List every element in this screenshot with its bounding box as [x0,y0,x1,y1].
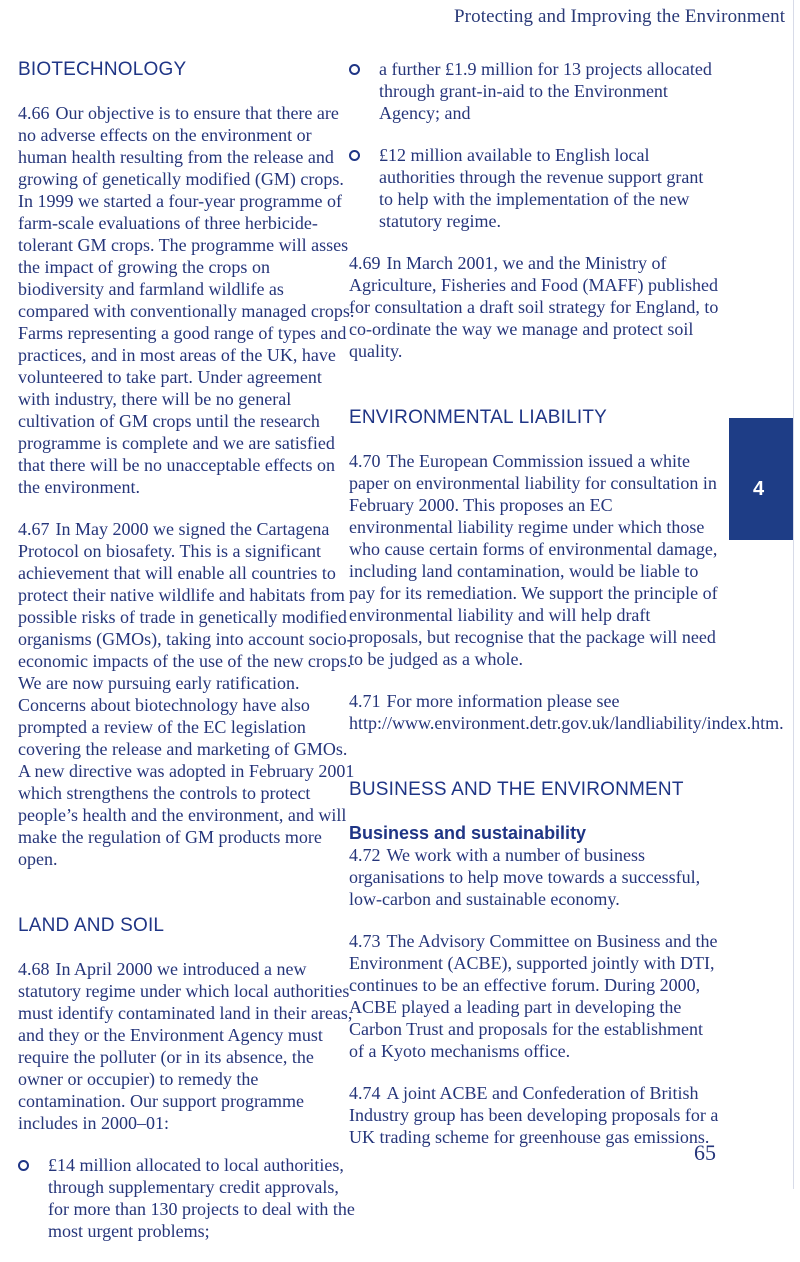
heading-land-and-soil: LAND AND SOIL [18,915,165,936]
paragraph-number: 4.69 [349,253,381,273]
paragraph-4-70 [349,450,719,670]
paragraph-number: 4.74 [349,1083,381,1103]
heading-biotechnology: BIOTECHNOLOGY [18,59,187,80]
paragraph-number: 4.72 [349,845,381,865]
paragraph-4-74 [349,1082,719,1148]
paragraph-4-66 [18,102,358,498]
support-programme-list [18,1154,358,1242]
bullet-icon [18,1160,29,1171]
margin-rule [793,0,794,1189]
list-item [349,144,719,232]
paragraph-number: 4.73 [349,931,381,951]
paragraph-text: We work with a number of business organisations to help move towards a successful, low-carbon and sustainable economy. [349,845,701,909]
bullet-icon [349,150,360,161]
paragraph-text: For more information please see http://www.environment.detr.gov.uk/landliability/index.htm. [349,691,784,733]
list-item [349,58,719,124]
paragraph-4-67 [18,518,358,870]
left-column [18,58,358,1262]
paragraph-number: 4.67 [18,519,50,539]
page-number: 65 [694,1140,716,1165]
subheading-business-sustainability: Business and sustainability [349,823,587,843]
paragraph-text: A joint ACBE and Confederation of British Industry group has been developing proposals for a UK trading scheme for greenhouse gas emissions. [349,1083,719,1147]
chapter-tab [729,418,793,540]
paragraph-4-68 [18,958,358,1134]
heading-business-and-environment: BUSINESS AND THE ENVIRONMENT [349,779,684,800]
paragraph-4-72 [349,844,719,910]
heading-environmental-liability: ENVIRONMENTAL LIABILITY [349,407,607,428]
paragraph-number: 4.68 [18,959,50,979]
paragraph-number: 4.66 [18,103,50,123]
list-item-text: £14 million allocated to local authorities, through supplementary credit approvals, for more than 130 projects to deal with the most urgent problems; [48,1155,355,1241]
running-header: Protecting and Improving the Environment [454,6,786,27]
paragraph-number: 4.71 [349,691,381,711]
chapter-number: 4 [753,478,765,500]
paragraph-4-73 [349,930,719,1062]
support-programme-list-continued [349,58,719,232]
paragraph-text: In May 2000 we signed the Cartagena Protocol on biosafety. This is a significant achievement that will enable all countries to protect their native wildlife and habitats from possible risks of trade in genetically modified organisms (GMOs), taking into account socio-economic impacts of the use of the new crops. We are now pursuing early ratification. Concerns about biotechnology have also prompted a review of the EC legislation covering the release and marketing of GMOs. A new directive was adopted in February 2001 which strengthens the controls to protect people’s health and the environment, and will make the regulation of GM products more open. [18,519,355,869]
paragraph-text: The European Commission issued a white paper on environmental liability for consultation in February 2000. This proposes an EC environmental liability regime under which those who cause certain forms of environmental damage, including land contamination, would be liable to pay for its remediation. We support the principle of environmental liability and will help draft proposals, but recognise that the package will need to be judged as a whole. [349,451,718,669]
list-item [18,1154,358,1242]
paragraph-text: In April 2000 we introduced a new statutory regime under which local authorities must identify contaminated land in their areas, and they or the Environment Agency must require the polluter (or in its absence, the owner or occupier) to remedy the contamination. Our support programme includes in 2000–01: [18,959,353,1133]
list-item-text: £12 million available to English local authorities through the revenue support grant to help with the implementation of the new statutory regime. [379,145,704,231]
paragraph-text: In March 2001, we and the Ministry of Agriculture, Fisheries and Food (MAFF) published for consultation a draft soil strategy for England, to co-ordinate the way we manage and protect soil quality. [349,253,719,361]
paragraph-text: Our objective is to ensure that there are no adverse effects on the environment or human health resulting from the release and growing of genetically modified (GM) crops. In 1999 we started a four-year programme of farm-scale evaluations of three herbicide-tolerant GM crops. The programme will asses the impact of growing the crops on biodiversity and farmland wildlife as compared with conventionally managed crops. Farms representing a good range of types and practices, and in most areas of the UK, have volunteered to take part. Under agreement with industry, there will be no general cultivation of GM crops until the research programme is complete and we are satisfied that there will be no unacceptable effects on the environment. [18,103,355,497]
paragraph-text: The Advisory Committee on Business and the Environment (ACBE), supported jointly with DTI, continues to be an effective forum. During 2000, ACBE played a leading part in developing the Carbon Trust and proposals for the establishment of a Kyoto mechanisms office. [349,931,718,1061]
paragraph-number: 4.70 [349,451,381,471]
right-column [349,58,784,1168]
list-item-text: a further £1.9 million for 13 projects allocated through grant-in-aid to the Environment Agency; and [379,59,712,123]
paragraph-4-71 [349,690,784,734]
paragraph-4-69 [349,252,719,362]
bullet-icon [349,64,360,75]
